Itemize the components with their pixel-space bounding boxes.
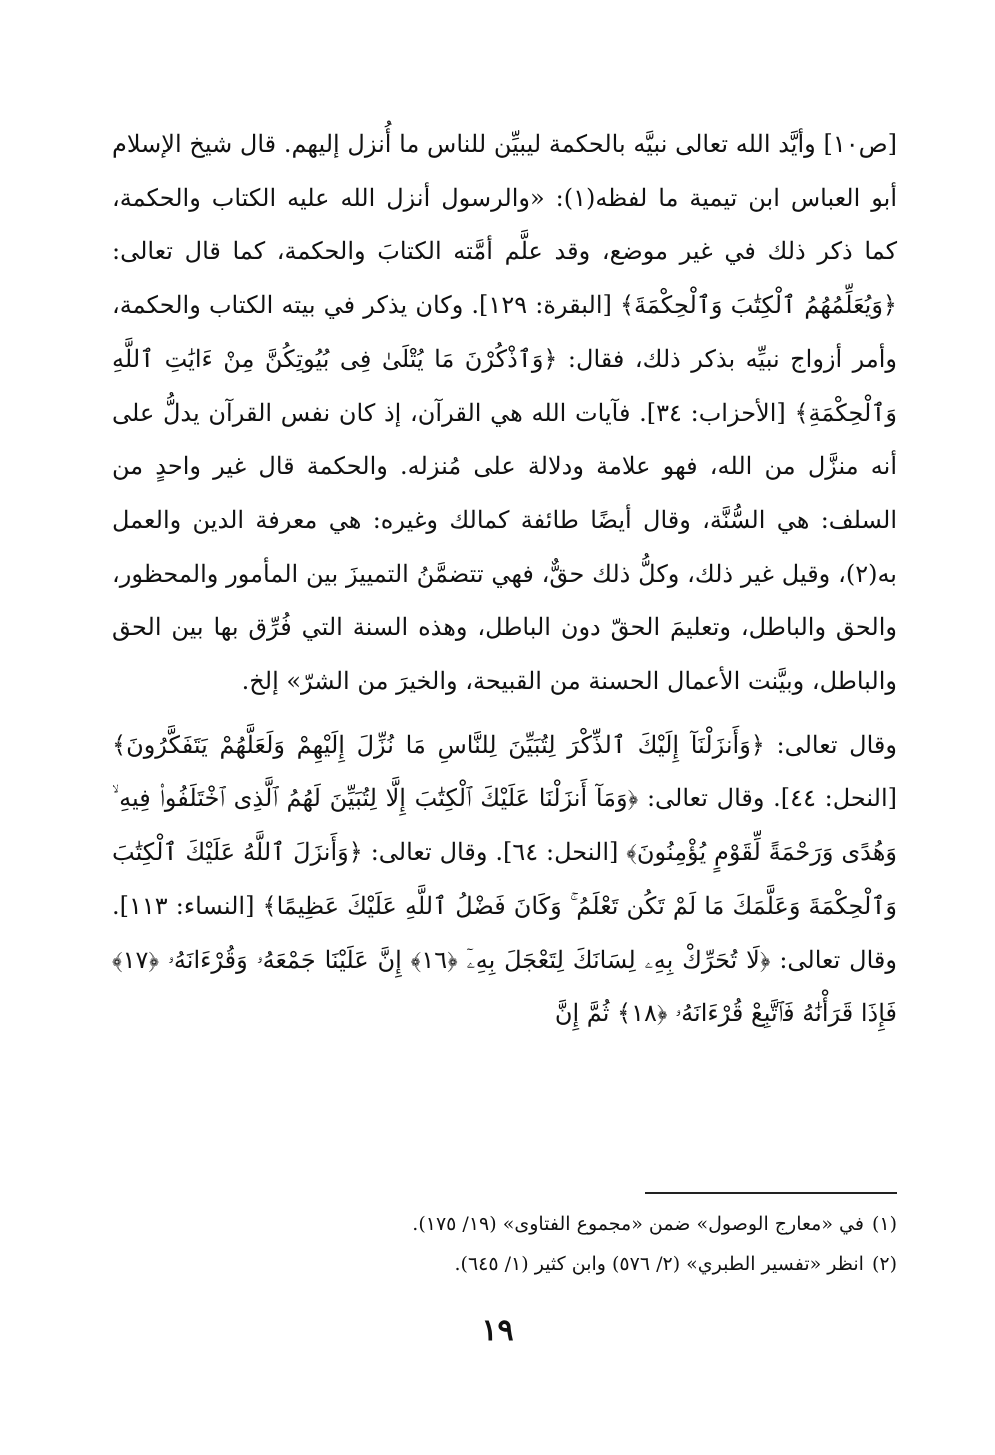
page-number: ١٩ — [481, 1313, 514, 1348]
main-text — [112, 118, 897, 1041]
footnote-text: في «معارج الوصول» ضمن «مجموع الفتاوى» (١٩/ ١٧٥). — [412, 1213, 864, 1235]
paragraph: وقال تعالى: ﴿وَأَنزَلْنَآ إِلَيْكَ ٱلذِّكْرَ لِتُبَيِّنَ لِلنَّاسِ مَا نُزِّلَ إِلَيْهِمْ وَلَعَلَّهُمْ يَتَفَكَّرُونَ﴾ [النحل: ٤٤]. وقال تعالى: ﴿وَمَآ أَنزَلْنَا عَلَيْكَ ٱلْكِتَٰبَ إِلَّا لِتُبَيِّنَ لَهُمُ ٱلَّذِى ٱخْتَلَفُوا۟ فِيهِ ۙ وَهُدًى وَرَحْمَةً لِّقَوْمٍ يُؤْمِنُونَ﴾ [النحل: ٦٤]. وقال تعالى: ﴿وَأَنزَلَ ٱللَّهُ عَلَيْكَ ٱلْكِتَٰبَ وَٱلْحِكْمَةَ وَعَلَّمَكَ مَا لَمْ تَكُن تَعْلَمُ ۚ وَكَانَ فَضْلُ ٱللَّهِ عَلَيْكَ عَظِيمًا﴾ [النساء: ١١٣]. وقال تعالى: ﴿لَا تُحَرِّكْ بِهِۦ لِسَانَكَ لِتَعْجَلَ بِهِۦٓ ﴿١٦﴾ إِنَّ عَلَيْنَا جَمْعَهُۥ وَقُرْءَانَهُۥ ﴿١٧﴾ فَإِذَا قَرَأْنَٰهُ فَٱتَّبِعْ قُرْءَانَهُۥ ﴿١٨﴾ ثُمَّ إِنَّ — [112, 730, 898, 1028]
footnote-number: (١) — [871, 1213, 897, 1235]
paragraph: [ص١٠] وأيَّد الله تعالى نبيَّه بالحكمة ليبيِّن للناس ما أُنزل إليهم. قال شيخ الإسلام أبو العباس ابن تيمية ما لفظه(١): «والرسول أنزل الله عليه الكتاب والحكمة، كما ذكر ذلك في غير موضع، وقد علَّم أمَّته الكتابَ والحكمة، كما قال تعالى: ﴿وَيُعَلِّمُهُمُ ٱلْكِتَٰبَ وَٱلْحِكْمَةَ﴾ [البقرة: ١٢٩]. وكان يذكر في بيته الكتاب والحكمة، وأمر أزواج نبيِّه بذكر ذلك، فقال: ﴿وَٱذْكُرْنَ مَا يُتْلَىٰ فِى بُيُوتِكُنَّ مِنْ ءَايَٰتِ ٱللَّهِ وَٱلْحِكْمَةِ﴾ [الأحزاب: ٣٤]. فآيات الله هي القرآن، إذ كان نفس القرآن يدلُّ على أنه منزَّل من الله، فهو علامة ودلالة على مُنزله. والحكمة قال غير واحدٍ من السلف: هي السُّنَّة، وقال أيضًا طائفة كمالك وغيره: هي معرفة الدين والعمل به(٢)، وقيل غير ذلك، وكلُّ ذلك حقٌّ، فهي تتضمَّنُ التمييزَ بين المأمور والمحظور، والحق والباطل، وتعليمَ الحقّ دون الباطل، وهذه السنة التي فُرِّق بها بين الحق والباطل، وبيَّنت الأعمال الحسنة من القبيحة، والخيرَ من الشرّ» إلخ. — [112, 130, 897, 696]
footnote-number: (٢) — [871, 1253, 897, 1275]
footnotes — [112, 1204, 897, 1284]
footnote-text: انظر «تفسير الطبري» (٢/ ٥٧٦) وابن كثير (١/ ٦٤٥). — [454, 1253, 864, 1275]
footnote-separator — [645, 1192, 897, 1194]
footnote — [112, 1244, 897, 1284]
footnote — [112, 1204, 897, 1244]
